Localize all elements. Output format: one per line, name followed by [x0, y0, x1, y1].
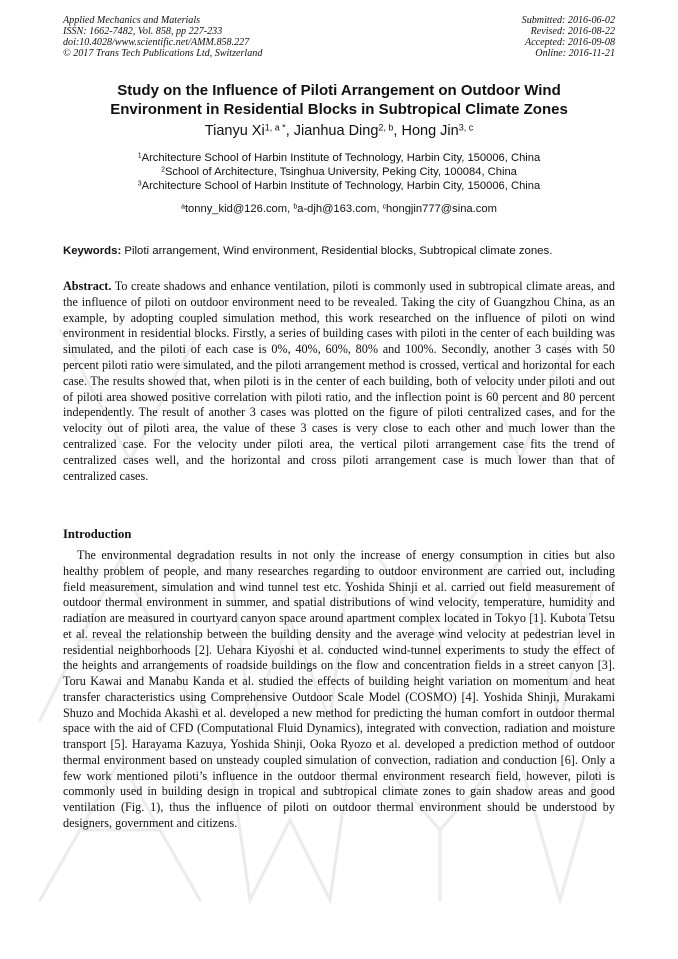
affiliation-3 [63, 179, 615, 193]
title-line-1: Study on the Influence of Piloti Arrangement on Outdoor Wind [117, 82, 561, 99]
date-revised: Revised: 2016-08-22 [530, 26, 615, 37]
email-link[interactable]: hongjin777@sina.com [386, 203, 497, 215]
author-separator: , [285, 123, 294, 139]
author-marker: 3, c [458, 122, 474, 133]
affiliation-marker: 3 [137, 180, 142, 188]
title-line-2: Environment in Residential Blocks in Subtropical Climate Zones [110, 101, 568, 118]
affiliation-text: School of Architecture, Tsinghua University, Peking City, 100084, China [164, 166, 517, 178]
email-marker: a [181, 203, 185, 211]
section-heading: Introduction [63, 527, 132, 541]
date-accepted: Accepted: 2016-09-08 [525, 37, 615, 48]
journal-doi[interactable]: doi:10.4028/www.scientific.net/AMM.858.227 [63, 37, 250, 48]
affiliation-2 [63, 165, 615, 179]
abstract-text: To create shadows and enhance ventilation, piloti is commonly used in subtropical climate areas, and the influence of piloti on outdoor environment need to be revealed. Taking the city of Guangzhou China, as an example, by adopting coupled simulation method, this work researched on the influence of piloti on wind environment in residential blocks. Firstly, a series of building cases with piloti in the center of each building was simulated, and the piloti of each case is 0%, 40%, 60%, 80% and 100%. Secondly, another 3 cases with 50 percent piloti ratio were simulated, and the piloti arrangement method is crossed, vertical and horizontal for each case. The results showed that, when piloti is in the center of each building, both of velocity under piloti and out of piloti area showed positive correlation with piloti ratio, and the inflection point is 60 percent and 80 percent independently. The result of another 3 cases was plotted on the figure of piloti centralized cases, and for the velocity out of piloti area, the value of these 3 cases is very close to each other and much lower than the centralized case. For the velocity under piloti area, the vertical piloti arrangement case fits the trend of centralized cases well, and the horizontal and cross piloti arrangement case is much lower than that of centralized cases. [63, 279, 615, 483]
journal-name: Applied Mechanics and Materials [63, 15, 201, 26]
author-list [63, 122, 615, 140]
publication-dates [522, 15, 615, 59]
author-separator: , [393, 123, 402, 139]
author-marker: 1, a * [264, 122, 286, 133]
keywords-text: Piloti arrangement, Wind environment, Residential blocks, Subtropical climate zones. [121, 245, 553, 257]
author-name: Jianhua Ding [293, 123, 379, 139]
email-marker: b [293, 203, 298, 211]
affiliation-marker: 2 [161, 166, 165, 174]
author-marker: 2, b [378, 122, 394, 133]
email-link[interactable]: tonny_kid@126.com [184, 203, 288, 215]
abstract-label: Abstract. [63, 279, 112, 293]
email-separator: , [287, 203, 294, 215]
affiliation-text: Architecture School of Harbin Institute of Technology, Harbin City, 150006, China [141, 152, 541, 164]
author-name: Hong Jin [401, 123, 459, 139]
email-marker: c [382, 203, 387, 211]
email-link[interactable]: a-djh@163.com [297, 203, 377, 215]
date-online: Online: 2016-11-21 [535, 48, 615, 59]
abstract [63, 279, 615, 484]
journal-copyright: © 2017 Trans Tech Publications Ltd, Switzerland [63, 48, 263, 59]
email-separator: , [376, 203, 383, 215]
introduction-paragraph: The environmental degradation results in not only the increase of energy consumption in cities but also healthy problem of people, and many researches regarding to outdoor environment are carried out, including field measurement, simulation and wind tunnel test etc. Yoshida Shinji et al. carried out field measurement of outdoor thermal environment in summer, and spatial distributions of wind velocity, temperature, humidity and radiation are measured in courtyard canyon space around apartment complex located in Tokyo [1]. Kubota Tetsu et al. reveal the relationship between the building density and the average wind velocity at pedestrian level in residential neighborhoods [2]. Uehara Kiyoshi et al. conducted wind-tunnel experiments to study the effect of the heights and arrangements of roadside buildings on the flow and concentration fields in a street canyon [3]. Toru Kawai and Manabu Kanda et al. studied the effects of building height variation on momentum and heat transfer characteristics using Comprehensive Outdoor Scale Model (COSMO) [4]. Yoshida Shinji, Murakami Shuzo and Mochida Akashi et al. developed a new method for predicting the human comfort in outdoor thermal space with the aid of CFD (Computational Fluid Dynamics), integrated with convection, radiation and moisture transport [5]. Harayama Kazuya, Yoshida Shinji, Ooka Ryozo et al. developed a prediction method of outdoor thermal environment based on unsteady coupled simulation of convection, radiation and conduction [6]. Only a few work mentioned piloti’s influence in the outdoor thermal environment research field, however, piloti is commonly used in building design in tropical and subtropical climate zones to gain shadow areas and good ventilation (Fig. 1), thus the influence of piloti on outdoor thermal environment should be understood by designers, government and citizens. [63, 548, 615, 830]
date-submitted: Submitted: 2016-06-02 [521, 15, 615, 26]
keywords [63, 244, 623, 258]
affiliation-marker: 1 [137, 152, 142, 160]
keywords-label: Keywords: [63, 245, 122, 257]
author-emails [63, 202, 615, 216]
author-name: Tianyu Xi [204, 123, 265, 139]
affiliation-1 [63, 151, 615, 165]
journal-issn[interactable]: ISSN: 1662-7482, Vol. 858, pp 227-233 [63, 26, 223, 37]
paper-title [63, 81, 615, 119]
affiliation-text: Architecture School of Harbin Institute of Technology, Harbin City, 150006, China [141, 180, 541, 192]
journal-info [63, 15, 262, 59]
